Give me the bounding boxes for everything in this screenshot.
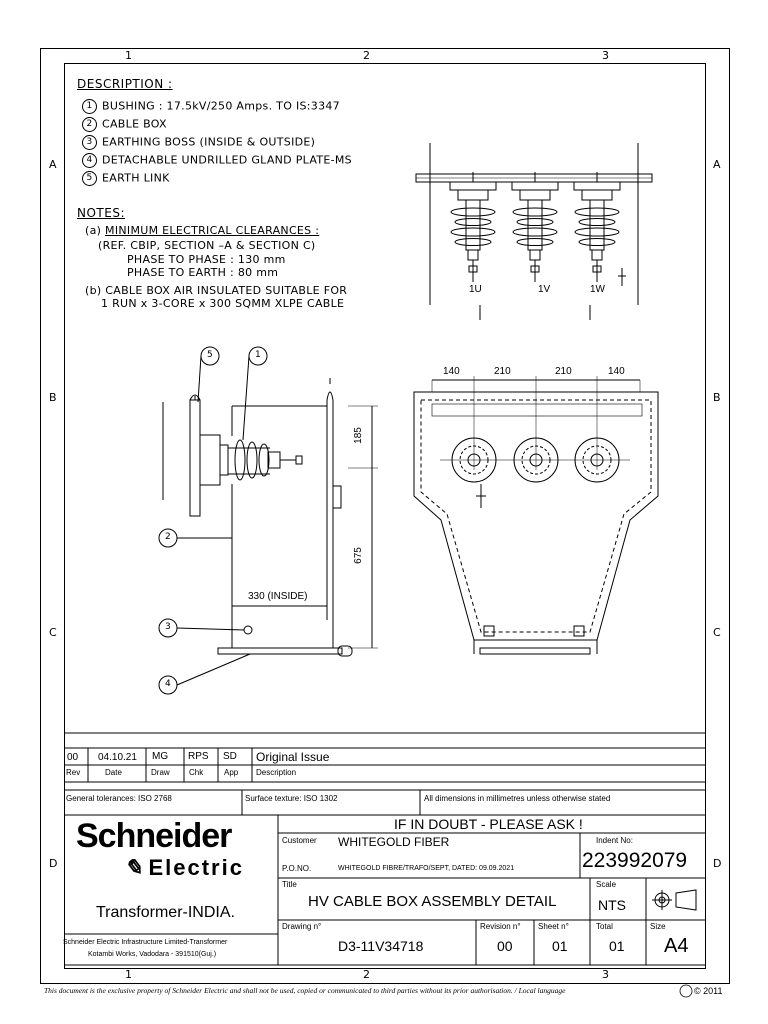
customer-label: Customer	[282, 836, 317, 845]
general-tolerances: General tolerances: ISO 2768	[66, 794, 172, 803]
sheet-value: 01	[552, 938, 568, 954]
note-a: (a) MINIMUM ELECTRICAL CLEARANCES :	[85, 224, 320, 237]
zone-bottom-1: 1	[125, 968, 132, 981]
scale-label: Scale	[596, 880, 617, 889]
description-item: 1 BUSHING : 17.5kV/250 Amps. TO IS:3347	[82, 99, 340, 114]
drawing-no-label: Drawing n°	[282, 922, 322, 931]
dimension-label: 210	[494, 366, 511, 377]
sheet-label: Sheet n°	[538, 922, 569, 931]
customer-value: WHITEGOLD FIBER	[338, 835, 450, 849]
rev-header: Rev	[66, 768, 81, 777]
zone-left-a: A	[49, 158, 57, 171]
description-item: 5 EARTH LINK	[82, 171, 170, 186]
company-line1: Schneider Electric Infrastructure Limited-Transformer	[63, 939, 228, 946]
rev-date: 04.10.21	[98, 752, 137, 763]
draw-header: Draw	[151, 768, 170, 777]
rev-value: 00	[67, 752, 79, 763]
footer-copyright: © 2011	[694, 986, 723, 996]
zone-left-b: B	[49, 391, 57, 404]
note-b-line1: (b) CABLE BOX AIR INSULATED SUITABLE FOR	[85, 284, 348, 297]
rev-chk: RPS	[188, 751, 209, 762]
total-value: 01	[609, 938, 625, 954]
dimension-185: 185	[352, 427, 364, 444]
drawing-title: HV CABLE BOX ASSEMBLY DETAIL	[308, 893, 557, 910]
zone-left-c: C	[49, 626, 57, 639]
revision-value: 00	[497, 938, 513, 954]
phase-label: 1W	[590, 284, 605, 295]
company-line2: Kotambi Works, Vadodara - 391510(Guj.)	[88, 951, 217, 958]
surface-texture: Surface texture: ISO 1302	[245, 794, 338, 803]
zone-right-d: D	[713, 857, 722, 870]
zone-bottom-2: 2	[363, 968, 370, 981]
chk-header: Chk	[189, 768, 204, 777]
zone-top-1: 1	[125, 49, 132, 62]
callout-number: 1	[255, 350, 261, 360]
title-label: Title	[282, 880, 297, 889]
size-value: A4	[664, 935, 689, 957]
copyright-circle	[680, 985, 692, 997]
front-view	[416, 143, 652, 320]
scale-value: NTS	[598, 897, 626, 913]
indent-label: Indent No:	[596, 836, 633, 845]
division-name: Transformer-INDIA.	[96, 904, 235, 921]
dimension-label: 210	[555, 366, 572, 377]
zone-right-a: A	[713, 158, 721, 171]
zone-top-2: 2	[363, 49, 370, 62]
zone-right-c: C	[713, 626, 721, 639]
ask-notice: IF IN DOUBT - PLEASE ASK !	[394, 816, 583, 832]
phase-label: 1V	[538, 284, 551, 295]
rev-draw: MG	[152, 751, 169, 762]
description-item: 2 CABLE BOX	[82, 117, 167, 132]
phase-label: 1U	[469, 284, 482, 295]
note-a-line1: PHASE TO PHASE : 130 mm	[127, 253, 286, 266]
note-b-line2: 1 RUN x 3-CORE x 300 SQMM XLPE CABLE	[101, 297, 345, 310]
zone-right-b: B	[713, 391, 721, 404]
po-value: WHITEGOLD FIBRE/TRAFO/SEPT, DATED: 09.09.2021	[338, 865, 515, 872]
description-item: 3 EARTHING BOSS (INSIDE & OUTSIDE)	[82, 135, 315, 150]
notes-heading: NOTES:	[77, 206, 125, 220]
drawing-no: D3-11V34718	[338, 938, 424, 954]
logo-mark-icon: ✎	[124, 855, 145, 880]
description-header: Description	[256, 768, 297, 777]
indent-value: 223992079	[582, 849, 688, 872]
rev-app: SD	[223, 751, 237, 762]
note-a-line2: PHASE TO EARTH : 80 mm	[127, 266, 279, 279]
description-item: 4 DETACHABLE UNDRILLED GLAND PLATE-MS	[82, 153, 352, 168]
revision-label: Revision n°	[480, 922, 521, 931]
size-label: Size	[650, 922, 666, 931]
note-a-ref: (REF. CBIP, SECTION –A & SECTION C)	[98, 239, 316, 252]
callout-number: 3	[165, 622, 171, 632]
side-view	[163, 378, 378, 656]
dimension-note: All dimensions in millimetres unless otherwise stated	[424, 794, 611, 803]
po-label: P.O.NO.	[282, 864, 312, 873]
dimension-675: 675	[352, 547, 364, 564]
rev-description: Original Issue	[256, 750, 330, 764]
plan-view	[414, 376, 658, 654]
zone-left-d: D	[49, 857, 58, 870]
dimension-330: 330 (INSIDE)	[248, 591, 308, 602]
callout-number: 4	[165, 679, 171, 689]
callouts	[159, 347, 267, 694]
total-label: Total	[596, 922, 613, 931]
dimension-label: 140	[608, 366, 625, 377]
zone-top-3: 3	[602, 49, 609, 62]
zone-bottom-3: 3	[602, 968, 609, 981]
logo-schneider: Schneider	[76, 817, 232, 855]
callout-number: 5	[207, 350, 213, 360]
projection-symbol	[652, 890, 696, 910]
app-header: App	[224, 768, 239, 777]
dimension-label: 140	[443, 366, 460, 377]
logo-electric: ✎ Electric	[124, 855, 244, 880]
description-heading: DESCRIPTION :	[77, 77, 173, 91]
callout-number: 2	[165, 532, 171, 542]
date-header: Date	[105, 768, 122, 777]
footer-notice: This document is the exclusive property of Schneider Electric and shall not be used, copied or communicated to third parties without its prior authorisation. / Local language	[44, 986, 566, 995]
